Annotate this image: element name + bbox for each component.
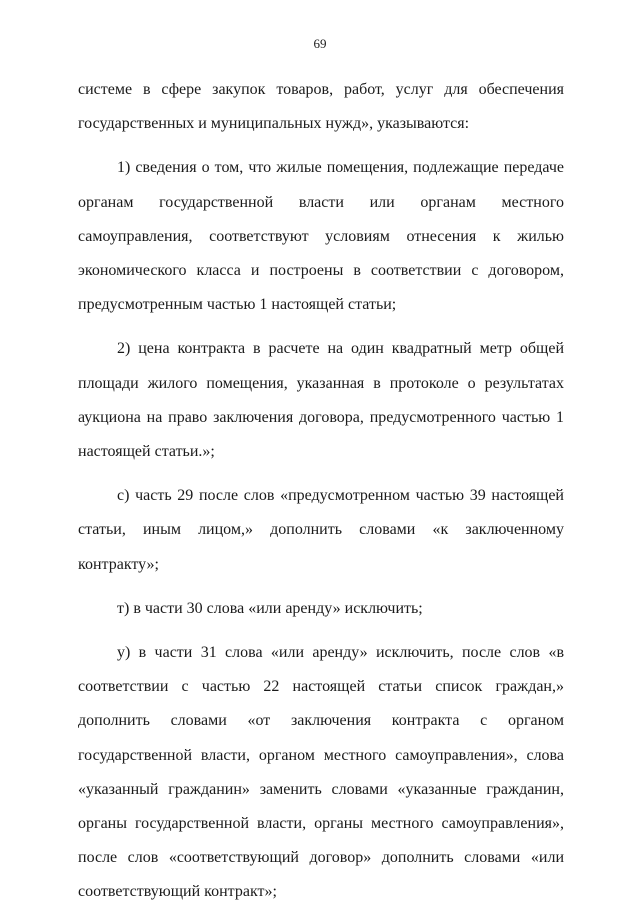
paragraph-item-u: у) в части 31 слова «или аренду» исключить, после слов «в соответствии с частью 22 настоящей статьи список граждан,» дополнить словами «от заключения контракта с органом государственной власти, органом местного самоуправления», слова «указанный гражданин» заменить словами «указанные гражданин, органы государственной власти, органы местного самоуправления», после слов «соответствующий договор» дополнить словами «или соответствующий контракт»; xyxy=(78,644,564,901)
paragraph-item-s: с) часть 29 после слов «предусмотренном частью 39 настоящей статьи, иным лицом,» дополнить словами «к заключенному контракту»; xyxy=(78,487,564,573)
page-number: 69 xyxy=(313,36,327,51)
paragraph-item-2: 2) цена контракта в расчете на один квадратный метр общей площади жилого помещения, указанная в протоколе о результатах аукциона на право заключения договора, предусмотренного частью 1 настоящей статьи.»; xyxy=(78,340,564,461)
document-body xyxy=(78,73,564,920)
paragraph-continuation: системе в сфере закупок товаров, работ, услуг для обеспечения государственных и муниципальных нужд», указываются: xyxy=(78,81,564,133)
paragraph-item-t: т) в части 30 слова «или аренду» исключить; xyxy=(117,599,423,617)
paragraph-item-1: 1) сведения о том, что жилые помещения, подлежащие передаче органам государственной власти или органам местного самоуправления, соответствуют условиям отнесения к жилью экономического класса и построены в соответствии с договором, предусмотренным частью 1 настоящей статьи; xyxy=(78,159,564,314)
